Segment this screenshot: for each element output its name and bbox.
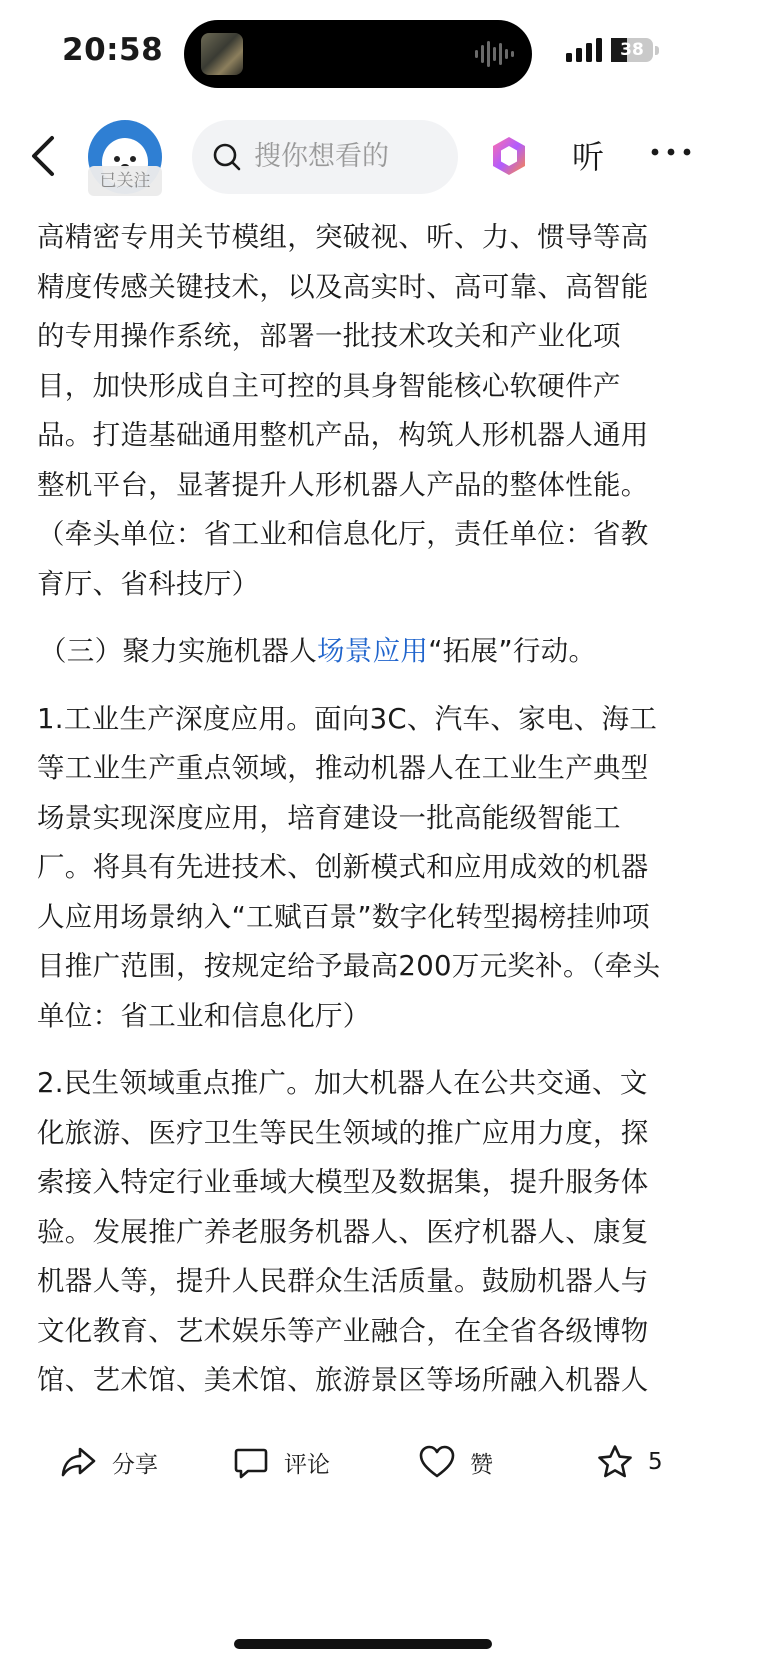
share-label: 分享 (112, 1451, 158, 1478)
battery-level: 38 (620, 40, 644, 60)
ai-assistant-icon[interactable] (488, 134, 530, 178)
article-paragraph: 1.工业生产深度应用。面向3C、汽车、家电、海工等工业生产重点领域，推动机器人在工业生产典型场景实现深度应用，培育建设一批高能级智能工厂。将具有先进技术、创新模式和应用成效的机器人应用场景纳入“工赋百景”数字化转型揭榜挂帅项目推广范围，按规定给予最高200万元奖补。（牵头单位：省工业和信息化厅） (37, 702, 661, 1032)
favorite-count: 5 (648, 1449, 663, 1475)
comment-button[interactable] (232, 1437, 330, 1487)
heading-text: （三）聚力实施机器人 (39, 635, 317, 667)
cellular-signal-icon (566, 38, 602, 62)
article-paragraph: 2.民生领域重点推广。加大机器人在公共交通、文化旅游、医疗卫生等民生领域的推广应用力度，探索接入特定行业垂域大模型及数据集，提升服务体验。发展推广养老服务机器人、医疗机器人、康复机器人等，提升人民群众生活质量。鼓励机器人与文化教育、艺术娱乐等产业融合，在全省各级博物馆、艺术馆、美术馆、旅游景区等场所融入机器人 (37, 1067, 649, 1396)
bottom-action-bar (0, 1415, 769, 1511)
comment-icon (232, 1443, 270, 1481)
avatar-eye (114, 156, 120, 162)
dynamic-island[interactable] (184, 20, 532, 88)
battery-cap (655, 46, 659, 55)
favorite-button[interactable] (596, 1437, 663, 1487)
search-icon (212, 142, 242, 172)
battery-indicator (611, 38, 653, 62)
search-bar[interactable] (192, 120, 458, 194)
heart-icon (418, 1443, 456, 1481)
home-indicator[interactable] (234, 1639, 492, 1649)
like-label: 赞 (470, 1451, 493, 1478)
listen-button[interactable]: 听 (572, 138, 605, 176)
audio-wave-icon (474, 39, 514, 69)
like-button[interactable] (418, 1437, 493, 1487)
more-icon[interactable] (650, 144, 692, 160)
search-input[interactable] (254, 120, 444, 194)
follow-status-badge[interactable]: 已关注 (88, 166, 162, 196)
article-body (37, 210, 669, 1415)
status-time: 20:58 (62, 32, 164, 68)
heading-text: “拓展”行动。 (428, 635, 597, 667)
article-paragraph: 高精密专用关节模组，突破视、听、力、惯导等高精度传感关键技术，以及高实时、高可靠、高智能的专用操作系统，部署一批技术攻关和产业化项目，加快形成自主可控的具身智能核心软硬件产品。打造基础通用整机产品，构筑人形机器人通用整机平台，显著提升人形机器人产品的整体性能。（牵头单位：省工业和信息化厅，责任单位：省教育厅、省科技厅） (37, 221, 649, 600)
status-bar (0, 0, 769, 110)
scenario-application-link[interactable]: 场景应用 (317, 635, 429, 667)
back-icon[interactable] (24, 130, 64, 182)
comment-label: 评论 (284, 1451, 330, 1478)
star-icon (596, 1443, 634, 1481)
avatar-eye (130, 156, 136, 162)
section-heading (37, 627, 669, 677)
now-playing-thumbnail (201, 33, 243, 75)
share-button[interactable] (60, 1437, 158, 1487)
top-nav-bar (0, 110, 769, 210)
share-icon (60, 1443, 98, 1481)
